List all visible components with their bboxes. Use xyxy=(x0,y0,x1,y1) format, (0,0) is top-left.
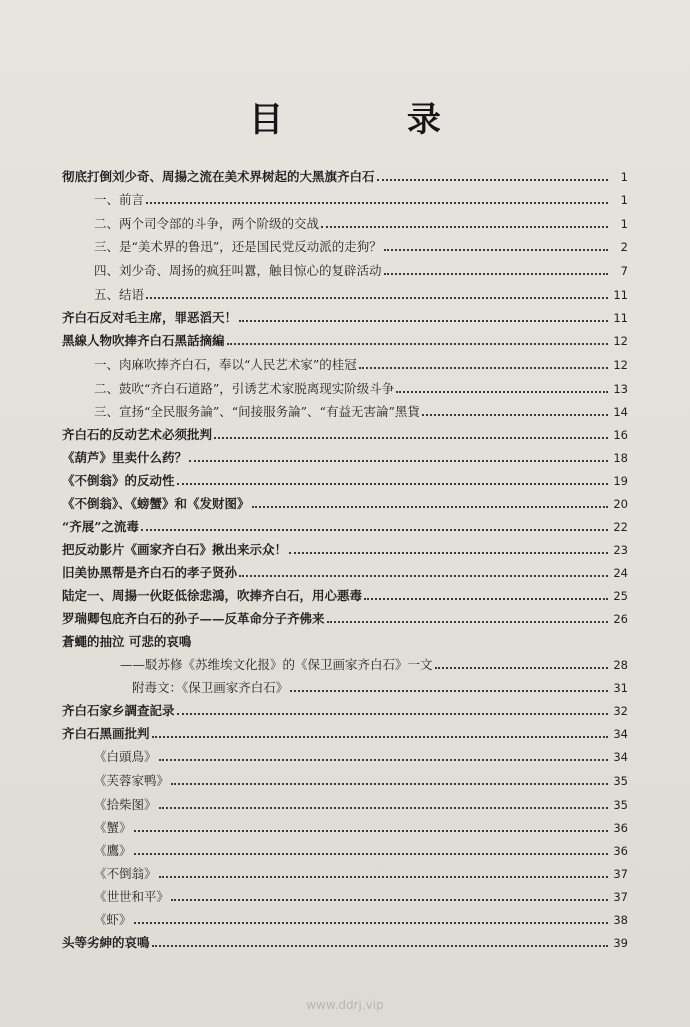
leader-dots xyxy=(134,843,608,855)
toc-entry xyxy=(94,260,628,282)
toc-entry-label: 一、前言 xyxy=(94,192,145,207)
toc-entry xyxy=(62,539,628,561)
toc-entry-page: 37 xyxy=(613,890,628,904)
toc-entry xyxy=(94,886,628,908)
toc-entry xyxy=(94,817,628,839)
leader-dots xyxy=(396,381,608,393)
toc-entry xyxy=(62,307,628,329)
toc-entry-page: 25 xyxy=(613,589,628,603)
toc-entry-page: 16 xyxy=(613,428,628,442)
toc-entry-label: 罗瑞卿包庇齐白石的孙子——反革命分子齐佛来 xyxy=(62,611,325,626)
toc-entry-label: 《世世和平》 xyxy=(94,889,170,904)
toc-entry-label: 彻底打倒刘少奇、周揚之流在美术界树起的大黑旗齐白石 xyxy=(62,169,375,184)
toc-entry-label: 《白頭鳥》 xyxy=(94,749,157,764)
toc-entry xyxy=(62,631,628,653)
toc-entry-page: 14 xyxy=(613,405,628,419)
toc-entry-label: 四、刘少奇、周扬的疯狂叫囂，触目惊心的复辟活动 xyxy=(94,263,382,278)
toc-entry-label: 《虾》 xyxy=(94,912,132,927)
toc-entry-label: 《芙蓉家鸭》 xyxy=(94,773,170,788)
toc-entry-page: 23 xyxy=(613,543,628,557)
leader-dots xyxy=(214,427,608,439)
toc-entry-page: 36 xyxy=(613,844,628,858)
toc-entry-page: 22 xyxy=(613,520,628,534)
leader-dots xyxy=(141,519,608,531)
toc-entry-label: 五、结语 xyxy=(94,287,145,302)
leader-dots xyxy=(384,239,608,251)
toc-entry-page: 34 xyxy=(613,750,628,764)
toc-entry-label: 把反动影片《画家齐白石》揪出来示众！ xyxy=(62,542,288,557)
leader-dots xyxy=(159,749,608,761)
toc-entry-page: 1 xyxy=(620,193,628,207)
leader-dots xyxy=(289,542,608,554)
toc-entry xyxy=(62,330,628,352)
leader-dots xyxy=(159,797,608,809)
toc-entry xyxy=(62,447,628,469)
toc-entry xyxy=(94,863,628,885)
watermark-text: www.ddrj.vip xyxy=(306,998,384,1012)
toc-entry-page: 37 xyxy=(613,867,628,881)
toc-entry xyxy=(62,166,628,188)
toc-entry xyxy=(62,608,628,630)
toc-entry xyxy=(62,516,628,538)
leader-dots xyxy=(189,450,608,462)
toc-entry xyxy=(94,236,628,258)
toc-entry-page: 7 xyxy=(620,264,628,278)
leader-dots xyxy=(146,192,608,204)
toc-entry-label: 齐白石的反动艺术必须批判 xyxy=(62,427,213,442)
toc-entry-page: 28 xyxy=(613,658,628,672)
toc-entry-label: 头等劣紳的哀鳴 xyxy=(62,935,150,950)
toc-entry xyxy=(94,213,628,235)
toc-entry-page: 31 xyxy=(613,681,628,695)
toc-entry-page: 24 xyxy=(613,566,628,580)
toc-entry-label: 《不倒翁》的反动性 xyxy=(62,473,175,488)
leader-dots xyxy=(359,357,608,369)
toc-entry xyxy=(94,189,628,211)
toc-entry-label: 附毒文：《保卫画家齐白石》 xyxy=(132,680,289,695)
leader-dots xyxy=(152,726,608,738)
leader-dots xyxy=(422,404,608,416)
toc-entry-label: 《鷹》 xyxy=(94,843,132,858)
page-title: 目 录 xyxy=(249,100,497,140)
toc-entry xyxy=(94,746,628,768)
leader-dots xyxy=(159,866,608,878)
toc-entry-label: 二、鼓吹“齐白石道路”，引诱艺术家脱离现实阶级斗争 xyxy=(94,381,395,396)
toc-entry-label: 《葫芦》里卖什么药？ xyxy=(62,450,188,465)
toc-entry-page: 1 xyxy=(620,170,628,184)
toc-entry xyxy=(62,493,628,515)
toc-entry-page: 2 xyxy=(620,240,628,254)
leader-dots xyxy=(134,912,608,924)
toc-entry-page: 39 xyxy=(613,936,628,950)
toc-entry-label: 黑線人物吹捧齐白石黑話摘編 xyxy=(62,333,225,348)
toc-entry xyxy=(94,909,628,931)
leader-dots xyxy=(171,773,608,785)
toc-entry xyxy=(120,654,628,676)
toc-entry-page: 36 xyxy=(613,821,628,835)
toc-entry xyxy=(132,677,628,699)
leader-dots xyxy=(177,473,608,485)
leader-dots xyxy=(377,169,608,181)
toc-entry xyxy=(94,378,628,400)
toc-entry xyxy=(94,284,628,306)
toc-entry-page: 13 xyxy=(613,382,628,396)
toc-entry-page: 12 xyxy=(613,358,628,372)
toc-entry xyxy=(62,562,628,584)
toc-entry-page: 18 xyxy=(613,451,628,465)
toc-entry-label: 蒼蠅的抽泣 可悲的哀鳴 xyxy=(62,634,192,649)
toc-entry-label: “齐展”之流毒 xyxy=(62,519,139,534)
toc-entry xyxy=(94,840,628,862)
toc-entry xyxy=(62,470,628,492)
toc-entry-page: 1 xyxy=(620,217,628,231)
toc-entry-page: 20 xyxy=(613,497,628,511)
toc-entry xyxy=(94,354,628,376)
leader-dots xyxy=(177,703,608,715)
toc-entry-page: 34 xyxy=(613,727,628,741)
toc-entry-page: 38 xyxy=(613,913,628,927)
leader-dots xyxy=(152,935,608,947)
leader-dots xyxy=(146,287,608,299)
toc-entry xyxy=(62,585,628,607)
leader-dots xyxy=(384,263,608,275)
leader-dots xyxy=(239,310,608,322)
toc-entry-label: 《蟹》 xyxy=(94,820,132,835)
toc-entry xyxy=(62,932,628,954)
leader-dots xyxy=(134,820,608,832)
toc-entry-page: 11 xyxy=(613,311,628,325)
toc-entry-label: 旧美协黑帮是齐白石的孝子贤孙 xyxy=(62,565,238,580)
toc-entry-label: 《拾柴图》 xyxy=(94,797,157,812)
toc-entry-label: ——駁苏修《苏维埃文化报》的《保卫画家齐白石》一文 xyxy=(120,657,433,672)
toc-entry-label: 齐白石反对毛主席，罪恶滔天！ xyxy=(62,310,238,325)
toc-entry xyxy=(62,723,628,745)
toc-entry-page: 12 xyxy=(613,334,628,348)
leader-dots xyxy=(239,565,608,577)
toc-entry xyxy=(62,700,628,722)
toc-entry-page: 26 xyxy=(613,612,628,626)
toc-entry xyxy=(94,401,628,423)
toc-entry-label: 三、是“美术界的鲁迅”，还是国民党反动派的走狗？ xyxy=(94,239,382,254)
toc-entry-label: 齐白石黑画批判 xyxy=(62,726,150,741)
toc-entry-page: 35 xyxy=(613,798,628,812)
toc-entry-label: 《不倒翁》、《螃蟹》和《发财图》 xyxy=(62,496,250,511)
toc-entry-page: 11 xyxy=(613,288,628,302)
toc-entry-label: 陆定一、周揚一伙貶低徐悲鴻，吹捧齐白石，用心悪毒 xyxy=(62,588,363,603)
toc-entry-label: 三、宣扬“全民服务論”、“间接服务論”、“有益无害論”黑貨 xyxy=(94,404,420,419)
leader-dots xyxy=(252,496,608,508)
leader-dots xyxy=(227,333,608,345)
toc-entry-page: 32 xyxy=(613,704,628,718)
toc-entry xyxy=(94,794,628,816)
toc-entry-label: 齐白石家乡調查記录 xyxy=(62,703,175,718)
toc-entry-label: 《不倒翁》 xyxy=(94,866,157,881)
leader-dots xyxy=(290,680,608,692)
toc-entry-label: 二、两个司令部的斗争，两个阶级的交战 xyxy=(94,216,320,231)
leader-dots xyxy=(364,588,608,600)
toc-entry xyxy=(94,770,628,792)
leader-dots xyxy=(435,657,608,669)
toc-entry-label: 一、肉麻吹捧齐白石，奉以“人民艺术家”的桂冠 xyxy=(94,357,357,372)
toc-entry xyxy=(62,424,628,446)
toc-entry-page: 35 xyxy=(613,774,628,788)
toc-entry-page: 19 xyxy=(613,474,628,488)
leader-dots xyxy=(321,216,608,228)
leader-dots xyxy=(327,611,608,623)
leader-dots xyxy=(171,889,608,901)
